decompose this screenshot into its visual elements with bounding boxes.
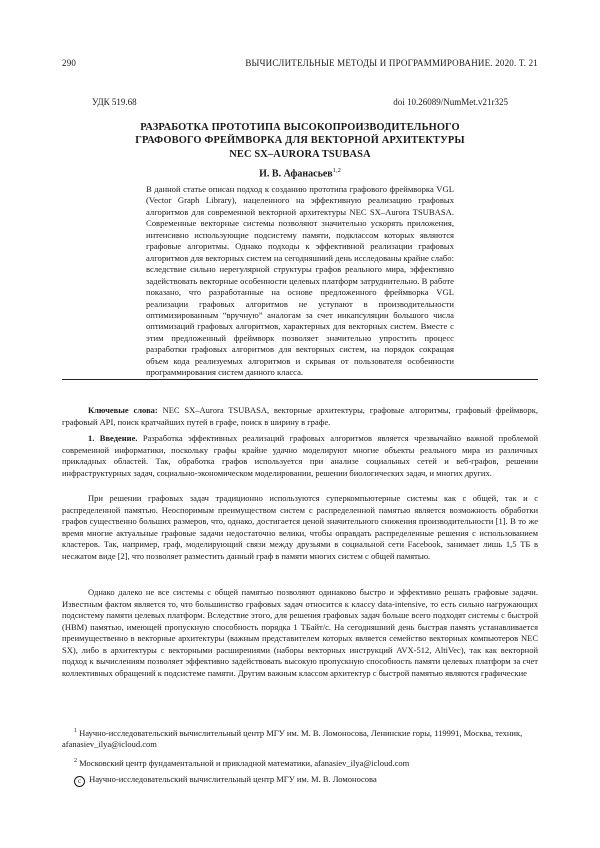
keywords-text: NEC SX–Aurora TSUBASA, векторные архитектуры, графовые алгоритмы, графовый фреймворк, графовый API, поиск кратчайших путей в графе, поиск в ширину в графе. [62, 405, 539, 427]
intro-paragraph-3: Однако далеко не все системы с общей памятью позволяют одинаково быстро и эффективно решать графовые задачи. Известным фактом является то, что большинство графовых задач относится к классу data-intensive, то есть сильно нагружающих подсистему памяти целевых платформ. Вследствие этого, для решения графовых задач больше всего подходят системы с быстрой (HBM) памятью, имеющей пропускную способность порядка 1 ТБайт/с. На сегодняшний день быстрая память устанавливается преимущественно в векторные архитектуры (важным представителем которых является семейство векторных компьютеров NEC SX), либо в архитектуры с векторными расширениями (наборы векторных инструкций AVX-512, AltiVec), так как векторной подход к вычислениям позволяет эффективно задействовать высокую пропускную способность памяти целевых платформ за счет коллективных обращений к подсистеме памяти. Другим важным классом архитектур с быстрой памятью являются графические [62, 587, 538, 678]
affiliation-marks: 1,2 [332, 167, 341, 174]
keywords-label: Ключевые слова: [88, 405, 158, 415]
footnote-text: Московский центр фундаментальной и прикладной математики, afanasiev_ilya@icloud.com [79, 757, 410, 768]
author-line [100, 167, 500, 179]
article-title [100, 121, 500, 161]
article-meta [92, 97, 508, 109]
keywords [62, 405, 538, 428]
journal-title: ВЫЧИСЛИТЕЛЬНЫЕ МЕТОДЫ И ПРОГРАММИРОВАНИЕ. 2020. Т. 21 [245, 58, 538, 68]
intro-paragraph-1 [62, 433, 538, 479]
section-divider [62, 379, 538, 380]
intro-paragraph-2: При решении графовых задач традиционно используются суперкомпьютерные системы как с общей, так и с распределенной памятью. Неоспоримым преимуществом систем с распределенной памятью является возможность обработки графов существенно больших размеров, что, однако, достигается ценой значительного снижения производительности [1]. В то же время многие актуальные графовые задачи недостаточно велики, чтобы оправдать распределенные решения с использованием кластеров. Так, например, граф, моделирующий связи между друзьями в социальной сети Facebook, занимает лишь 1,5 ТБ в несжатом виде [2], что позволяет разместить данный граф в памяти многих систем с общей памятью. [62, 493, 538, 561]
title-line: ГРАФОВОГО ФРЕЙМВОРКА ДЛЯ ВЕКТОРНОЙ АРХИТЕКТУРЫ [135, 135, 465, 147]
abstract: В данной статье описан подход к созданию прототипа графового фреймворка VGL (Vector Graph Library), нацеленного на эффективную реализацию графовых алгоритмов для современной векторной архитектуры NEC SX–Aurora TSUBASA. Современные векторные системы позволяют значительно ускорять приложения, интенсивно использующие подсистему памяти, подклассом которых являются графовые алгоритмы. Однако подходы к эффективной реализации графовых алгоритмов для векторных систем на сегодняшний день исследованы крайне слабо: вследствие сильно нерегулярной структуры графов реального мира, эффективно задействовать векторные особенности целевых платформ затруднительно. В работе показано, что разработанные на основе предложенного фреймворка VGL реализации графовых алгоритмов не уступают в производительности оптимизированным “вручную” аналогам за счет инкапсуляции большого числа оптимизаций графовых алгоритмов, характерных для векторных систем. Вместе с этим предложенный фреймворк позволяет значительно упростить процесс разработки графовых алгоритмов для векторных систем, на порядок сокращая объем кода реализуемых алгоритмов и скрывая от пользователя особенности программирования систем данного класса. [146, 184, 454, 378]
running-header [62, 58, 538, 72]
doi-link[interactable]: doi 10.26089/NumMet.v21r325 [393, 97, 508, 107]
footnote-2 [62, 756, 538, 769]
title-line: РАЗРАБОТКА ПРОТОТИПА ВЫСОКОПРОИЗВОДИТЕЛЬНОГО [140, 122, 460, 133]
footnotes [62, 726, 538, 792]
author-name: И. В. Афанасьев [259, 168, 333, 180]
section-heading: 1. Введение. [88, 433, 138, 443]
copyright-text: Научно-исследовательский вычислительный центр МГУ им. М. В. Ломоносова [89, 774, 377, 785]
footnote-1 [62, 726, 538, 751]
title-line: NEC SX–AURORA TSUBASA [229, 148, 371, 160]
udc-code: УДК 519.68 [92, 97, 137, 107]
footnote-mark: 2 [74, 757, 77, 764]
copyright-icon: c [74, 776, 85, 787]
paragraph-text: Разработка эффективных реализаций графовых алгоритмов является чрезвычайно важной проблемой современной информатики, поскольку графы крайне удачно моделируют многие объекты реального мира из различных прикладных областей. Так, обработка графов используется при анализе социальных сетей и веб-графов, решении инфраструктурных задач, социально-экономическом моделировании, решении биологических задач, и многих других. [62, 433, 538, 478]
footnote-text: Научно-исследовательский вычислительный центр МГУ им. М. В. Ломоносова, Ленинские горы, 119991, Москва, техник, afanasiev_ilya@icloud.com [62, 727, 523, 750]
footnote-mark: 1 [74, 728, 77, 734]
page-number: 290 [62, 58, 77, 68]
copyright-note [62, 774, 538, 787]
